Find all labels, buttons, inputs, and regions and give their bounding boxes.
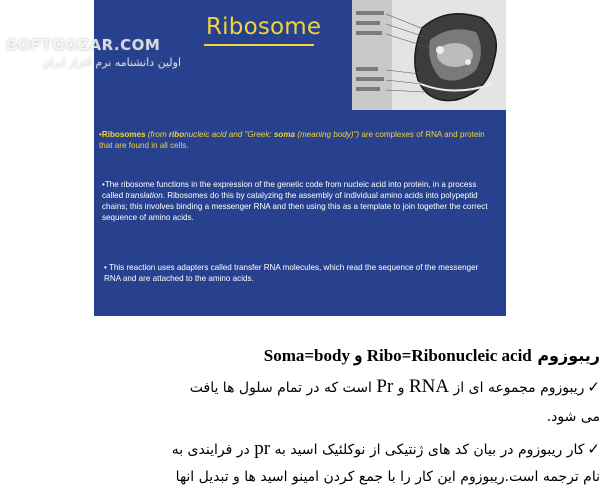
slide-paragraph-2: •The ribosome functions in the expression of the genetic code from nucleic acid into protein, in a process called translation. Ribosomes do this by catalyzing the assembly of individual amino acids into polypeptid chains; this involves binding a messenger RNA and then using this as a template to join together the correct sequence of amino acids. xyxy=(102,180,488,222)
title-underline xyxy=(204,44,314,46)
check-icon: ✓ xyxy=(587,440,600,458)
persian-line-2: می شود. xyxy=(546,409,600,425)
persian-line-1: ✓ریبوزوم مجموعه ای از RNA و Pr است که در تمام سلول ها یافت xyxy=(189,376,600,397)
ribosome-illustration xyxy=(352,0,506,110)
persian-heading: ریبوزوم Soma=body و Ribo=Ribonucleic acid xyxy=(263,346,600,365)
watermark-brand: SOFTGOZAR.COM xyxy=(6,36,161,54)
slide-title: Ribosome xyxy=(206,14,322,40)
slide-paragraph-1: •Ribosomes (from ribonucleic acid and "Greek: soma (meaning body)") are complexes of RNA and protein that are found in all cells. xyxy=(99,130,485,150)
persian-line-3: ✓کار ریبوزوم در بیان کد های ژنتیکی از نوکلئیک اسید به pr در فرایندی به xyxy=(171,438,600,459)
watermark-logo xyxy=(6,36,206,69)
persian-line-4: نام ترجمه است.ریبوزوم این کار را با جمع کردن امینو اسید ها و تبدیل انها xyxy=(175,469,600,485)
check-icon: ✓ xyxy=(587,378,600,396)
slide-paragraph-3: • This reaction uses adapters called transfer RNA molecules, which read the sequence of the messenger RNA and are attached to the amino acids. xyxy=(104,263,479,283)
watermark-tagline: اولین دانشنامه نرم افزار ایران xyxy=(42,56,181,69)
